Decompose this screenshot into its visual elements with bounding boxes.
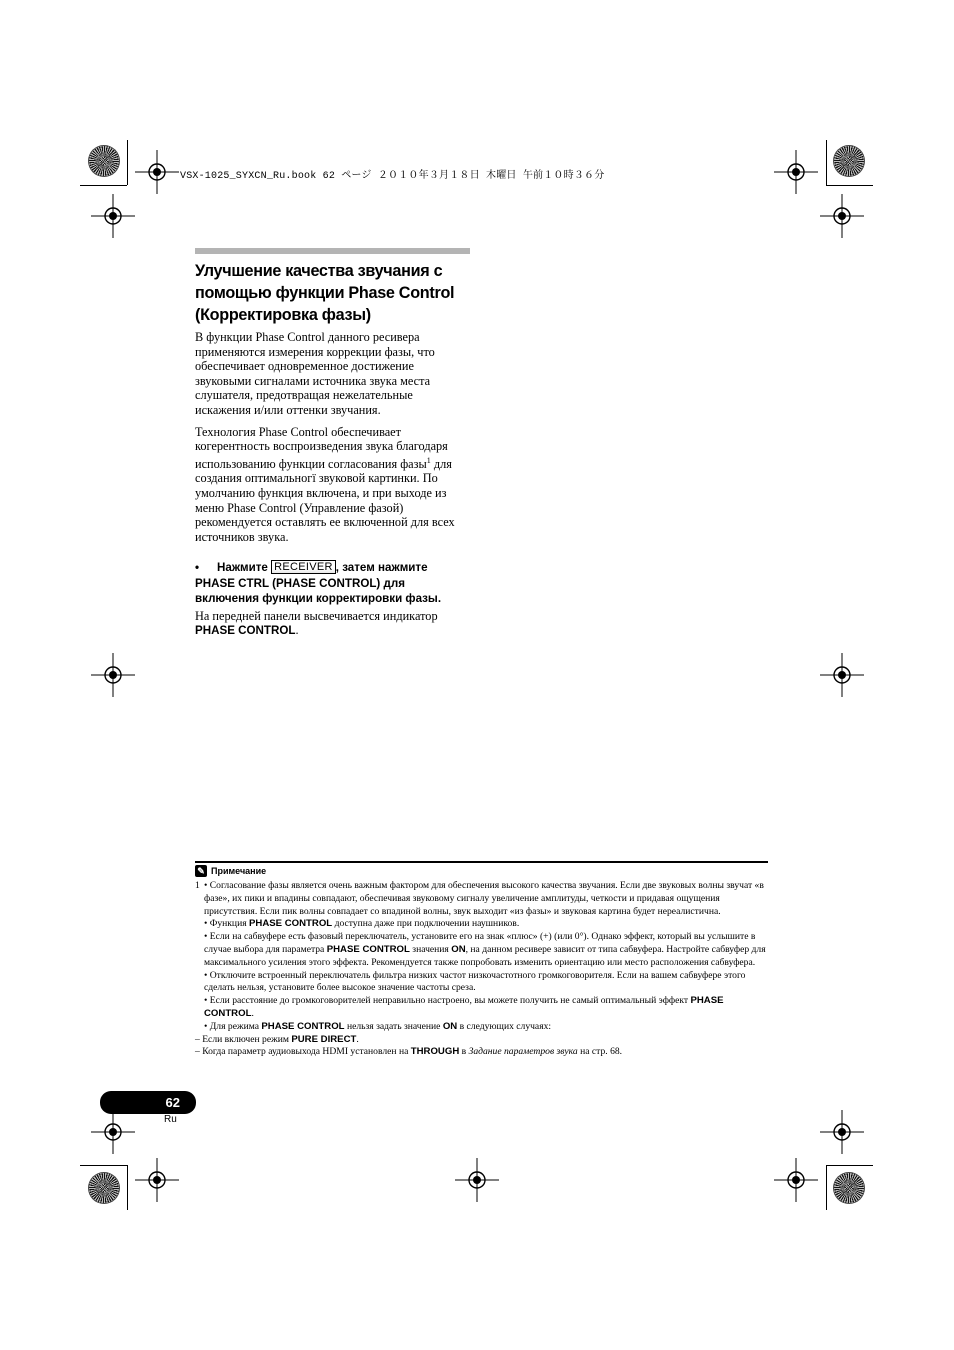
note-text: нельзя задать значение xyxy=(344,1020,443,1032)
indicator-note xyxy=(195,609,470,638)
section-title: Улучшение качества звучания с помощью функции Phase Control (Корректировка фазы) xyxy=(195,262,455,324)
body-paragraph xyxy=(195,425,470,545)
notes-rule xyxy=(195,861,768,863)
note-item: • Согласование фазы является очень важным фактором для обеспечения высокого качества звучания. Если две звуковых волны звучат «в фазе», их пики и впадины совпадают, обеспечивая звуковому сигналу увеличение амплитуды, четкости и придавая ощущения присутствия. Если пик волны совпадает со впадиной волны, звук выходит «из фазы» и звуковая картина будет нереалистична. xyxy=(204,880,764,917)
crop-mark xyxy=(826,1165,873,1166)
registration-crosshair xyxy=(820,1110,864,1154)
language-code: Ru xyxy=(164,1114,177,1125)
registration-crosshair xyxy=(820,653,864,697)
registration-crosshair xyxy=(91,1110,135,1154)
print-header-line: VSX-1025_SYXCN_Ru.book 62 ページ ２０１０年３月１８日 木曜日 午前１０時３６分 xyxy=(180,171,605,182)
crop-mark xyxy=(127,140,128,185)
note-text: • Если расстояние до громкоговорителей неправильно настроено, вы можете получить не самый оптимальный эффект xyxy=(204,995,691,1007)
note-text: на стр. 68. xyxy=(577,1046,623,1058)
page-number-badge xyxy=(100,1091,196,1114)
para-text: Технология Phase Control обеспечивает когерентность воспроизведения звука благодаря использованию функции согласования фазы xyxy=(195,424,448,471)
registration-crosshair xyxy=(135,1158,179,1202)
note-term: PHASE CONTROL xyxy=(249,918,333,930)
indicator-text: На передней панели высвечивается индикатор xyxy=(195,608,438,623)
note-text: • Если на сабвуфере есть фазовый переключатель, установите его на знак «плюс» (+) (или 0°). Однако эффект, который вы услышите в случае выбора для параметра xyxy=(204,931,756,955)
note-item: • Отключите встроенный переключатель фильтра низких частот низкочастотного громкоговорителя. Если на вашем сабвуфере этого сделать нельзя, установите более высокое значение частоты среза. xyxy=(204,969,746,994)
note-item xyxy=(204,931,768,969)
crop-mark xyxy=(826,140,827,185)
crop-mark xyxy=(80,1165,127,1166)
registration-rosette xyxy=(834,1173,864,1203)
note-text: . xyxy=(356,1033,359,1045)
notes-heading xyxy=(195,865,768,877)
note-term: PHASE CONTROL xyxy=(261,1020,345,1032)
footnote-number: 1 xyxy=(195,880,200,891)
note-text: • Для режима xyxy=(204,1020,262,1032)
note-pencil-icon: ✎ xyxy=(195,865,207,877)
main-section xyxy=(195,248,470,638)
note-text: в xyxy=(459,1046,469,1058)
note-text: доступна даже при подключении наушников. xyxy=(332,918,520,930)
body-paragraph: В функции Phase Control данного ресивера применяются измерения коррекции фазы, что обеспечивает одновременное достижение звуковыми сигналами источника звука места слушателя, предотвращая нежелательные искажения и/или оттенки звучания. xyxy=(195,330,435,417)
note-term: THROUGH xyxy=(410,1046,460,1058)
registration-rosette xyxy=(834,146,864,176)
note-item xyxy=(204,1021,768,1034)
note-term: PHASE CONTROL xyxy=(204,995,724,1019)
note-text: • Функция xyxy=(204,918,250,930)
registration-crosshair xyxy=(91,653,135,697)
crop-mark xyxy=(80,185,127,186)
note-term: ON xyxy=(451,943,466,955)
note-item xyxy=(195,1034,768,1047)
section-title-bar xyxy=(195,248,470,254)
registration-rosette xyxy=(89,146,119,176)
notes-heading-label: Примечание xyxy=(211,866,267,876)
registration-crosshair xyxy=(774,1158,818,1202)
footnote-subitems xyxy=(195,1034,768,1060)
registration-crosshair xyxy=(455,1158,499,1202)
note-text: , на данном ресивере зависит от типа сабвуфера. Настройте сабвуфер для максимального усиления этого эффекта. Рекомендуется также попробовать изменить ориентацию или место расположения сабвуфера. xyxy=(204,943,766,968)
note-text: – Когда параметр аудиовыхода HDMI установлен на xyxy=(195,1046,411,1058)
note-text: в следующих случаях: xyxy=(457,1020,552,1032)
registration-crosshair xyxy=(135,150,179,194)
crop-mark xyxy=(127,1165,128,1210)
step-text: , затем нажмите PHASE CTRL (PHASE CONTROL) для включения функции корректировки фазы. xyxy=(195,561,442,606)
footnote-block xyxy=(195,880,768,1034)
crop-mark xyxy=(826,1165,827,1210)
notes-section xyxy=(195,861,768,1059)
note-item xyxy=(204,918,768,931)
registration-crosshair xyxy=(774,150,818,194)
footnote-ref: 1 xyxy=(426,455,431,465)
registration-rosette xyxy=(89,1173,119,1203)
note-text: . xyxy=(251,1007,254,1019)
note-link-text: Задание параметров звука xyxy=(468,1046,578,1058)
indicator-period: . xyxy=(295,622,299,637)
note-term: PHASE CONTROL xyxy=(326,943,410,955)
receiver-key-badge: RECEIVER xyxy=(271,560,336,574)
note-text: – Если включен режим xyxy=(195,1033,292,1045)
registration-crosshair xyxy=(91,194,135,238)
note-term: PURE DIRECT xyxy=(291,1033,357,1045)
note-term: ON xyxy=(442,1020,458,1032)
para-text: для создания оптимальногї звуковой картинки. По умолчанию функция включена, и при выходе из меню Phase Control (Управление фазой) рекомендуется оставлять ее включенной для всех источников звука. xyxy=(195,456,455,544)
note-item xyxy=(204,995,768,1021)
registration-crosshair xyxy=(820,194,864,238)
indicator-name: PHASE CONTROL xyxy=(195,623,296,637)
step-bullet: • xyxy=(195,561,200,575)
instruction-step xyxy=(195,560,470,607)
step-text: Нажмите xyxy=(217,561,268,575)
note-text: значения xyxy=(409,943,452,955)
crop-mark xyxy=(826,185,873,186)
page-number: 62 xyxy=(165,1095,180,1110)
note-item xyxy=(195,1046,768,1059)
